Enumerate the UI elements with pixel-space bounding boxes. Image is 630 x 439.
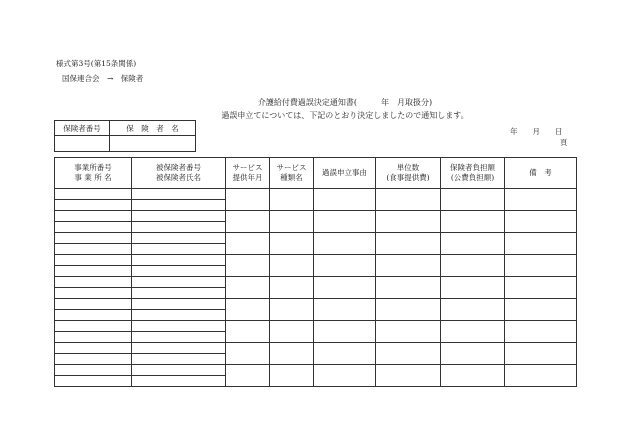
table-cell[interactable]	[132, 200, 226, 211]
table-header-row	[55, 158, 577, 189]
table-cell[interactable]	[505, 343, 577, 365]
table-cell[interactable]	[55, 222, 132, 233]
table-cell[interactable]	[226, 255, 270, 277]
table-cell[interactable]	[441, 299, 505, 321]
table-cell[interactable]	[55, 365, 132, 376]
table-cell[interactable]	[441, 255, 505, 277]
table-cell[interactable]	[376, 233, 441, 255]
col-service-type: サービス 種類名	[270, 158, 314, 189]
table-cell[interactable]	[132, 332, 226, 343]
table-cell[interactable]	[132, 189, 226, 200]
table-cell[interactable]	[505, 299, 577, 321]
table-cell[interactable]	[376, 189, 441, 211]
table-cell[interactable]	[270, 255, 314, 277]
table-cell[interactable]	[505, 233, 577, 255]
insurer-number-label: 保険者番号	[55, 121, 110, 136]
table-row	[55, 343, 577, 354]
table-cell[interactable]	[132, 354, 226, 365]
table-cell[interactable]	[441, 233, 505, 255]
table-cell[interactable]	[55, 211, 132, 222]
doc-title	[0, 97, 630, 108]
table-cell[interactable]	[376, 211, 441, 233]
table-cell[interactable]	[55, 200, 132, 211]
date-field: 年 月 日	[510, 127, 563, 136]
table-cell[interactable]	[132, 376, 226, 387]
table-cell[interactable]	[505, 365, 577, 387]
table-cell[interactable]	[226, 299, 270, 321]
table-cell[interactable]	[55, 277, 132, 288]
table-row	[55, 277, 577, 288]
table-cell[interactable]	[441, 277, 505, 299]
table-cell[interactable]	[226, 277, 270, 299]
table-cell[interactable]	[55, 189, 132, 200]
table-cell[interactable]	[376, 255, 441, 277]
table-cell[interactable]	[270, 211, 314, 233]
table-row	[55, 189, 577, 200]
table-cell[interactable]	[55, 266, 132, 277]
col-insurer-share: 保険者負担額 (公費負担額)	[441, 158, 505, 189]
table-cell[interactable]	[132, 222, 226, 233]
table-cell[interactable]	[314, 255, 376, 277]
table-cell[interactable]	[505, 277, 577, 299]
col-service-month: サービス 提供年月	[226, 158, 270, 189]
insurer-name-label: 保 険 者 名	[110, 121, 196, 136]
table-cell[interactable]	[55, 310, 132, 321]
table-cell[interactable]	[226, 365, 270, 387]
table-cell[interactable]	[441, 343, 505, 365]
table-cell[interactable]	[441, 211, 505, 233]
table-cell[interactable]	[226, 211, 270, 233]
table-cell[interactable]	[226, 321, 270, 343]
table-cell[interactable]	[505, 211, 577, 233]
table-cell[interactable]	[132, 211, 226, 222]
decision-table	[54, 157, 577, 387]
table-cell[interactable]	[270, 365, 314, 387]
insurer-box	[54, 120, 196, 152]
table-cell[interactable]	[55, 321, 132, 332]
table-cell[interactable]	[376, 365, 441, 387]
table-cell[interactable]	[314, 233, 376, 255]
table-cell[interactable]	[441, 365, 505, 387]
table-row	[55, 365, 577, 376]
form-id: 様式第3号(第15条関係)	[56, 59, 137, 68]
table-cell[interactable]	[314, 211, 376, 233]
table-cell[interactable]	[505, 321, 577, 343]
table-cell[interactable]	[226, 233, 270, 255]
table-row	[55, 233, 577, 244]
table-cell[interactable]	[55, 255, 132, 266]
doc-title-text: 介護給付費過誤決定通知書( 年 月取扱分)	[257, 98, 433, 107]
table-cell[interactable]	[441, 189, 505, 211]
col-office: 事業所番号 事 業 所 名	[55, 158, 132, 189]
table-cell[interactable]	[226, 343, 270, 365]
table-cell[interactable]	[132, 244, 226, 255]
col-units: 単位数 (食事提供費)	[376, 158, 441, 189]
table-cell[interactable]	[132, 321, 226, 332]
insurer-name-field[interactable]	[110, 136, 196, 152]
table-cell[interactable]	[55, 376, 132, 387]
table-cell[interactable]	[376, 343, 441, 365]
table-cell[interactable]	[132, 343, 226, 354]
table-cell[interactable]	[314, 343, 376, 365]
table-cell[interactable]	[55, 332, 132, 343]
table-cell[interactable]	[132, 288, 226, 299]
table-cell[interactable]	[441, 321, 505, 343]
col-reason: 過誤申立事由	[314, 158, 376, 189]
table-cell[interactable]	[314, 299, 376, 321]
table-cell[interactable]	[270, 189, 314, 211]
table-cell[interactable]	[314, 277, 376, 299]
table-cell[interactable]	[270, 321, 314, 343]
table-cell[interactable]	[55, 244, 132, 255]
table-row	[55, 255, 577, 266]
col-remarks: 備 考	[505, 158, 577, 189]
doc-lead-text: 過誤申立てについては、下記のとおり決定しましたので通知します。	[221, 111, 469, 120]
table-cell[interactable]	[270, 277, 314, 299]
table-cell[interactable]	[314, 321, 376, 343]
page-field: 頁	[560, 138, 568, 147]
table-cell[interactable]	[376, 321, 441, 343]
table-cell[interactable]	[270, 299, 314, 321]
col-insured: 被保険者番号 被保険者氏名	[132, 158, 226, 189]
table-cell[interactable]	[505, 189, 577, 211]
table-cell[interactable]	[314, 365, 376, 387]
table-cell[interactable]	[270, 343, 314, 365]
table-row	[55, 321, 577, 332]
table-cell[interactable]	[55, 299, 132, 310]
route-label: 国保連合会 → 保険者	[62, 74, 144, 83]
table-cell[interactable]	[505, 255, 577, 277]
table-cell[interactable]	[270, 233, 314, 255]
table-cell[interactable]	[55, 343, 132, 354]
table-cell[interactable]	[132, 255, 226, 266]
table-row	[55, 299, 577, 310]
table-cell[interactable]	[376, 299, 441, 321]
table-row	[55, 211, 577, 222]
table-cell[interactable]	[314, 189, 376, 211]
table-cell[interactable]	[132, 266, 226, 277]
table-cell[interactable]	[55, 354, 132, 365]
insurer-number-field[interactable]	[55, 136, 110, 152]
table-cell[interactable]	[132, 365, 226, 376]
table-cell[interactable]	[132, 233, 226, 244]
table-cell[interactable]	[132, 310, 226, 321]
table-cell[interactable]	[132, 299, 226, 310]
table-cell[interactable]	[376, 277, 441, 299]
table-cell[interactable]	[226, 189, 270, 211]
table-cell[interactable]	[55, 233, 132, 244]
table-cell[interactable]	[132, 277, 226, 288]
table-cell[interactable]	[55, 288, 132, 299]
